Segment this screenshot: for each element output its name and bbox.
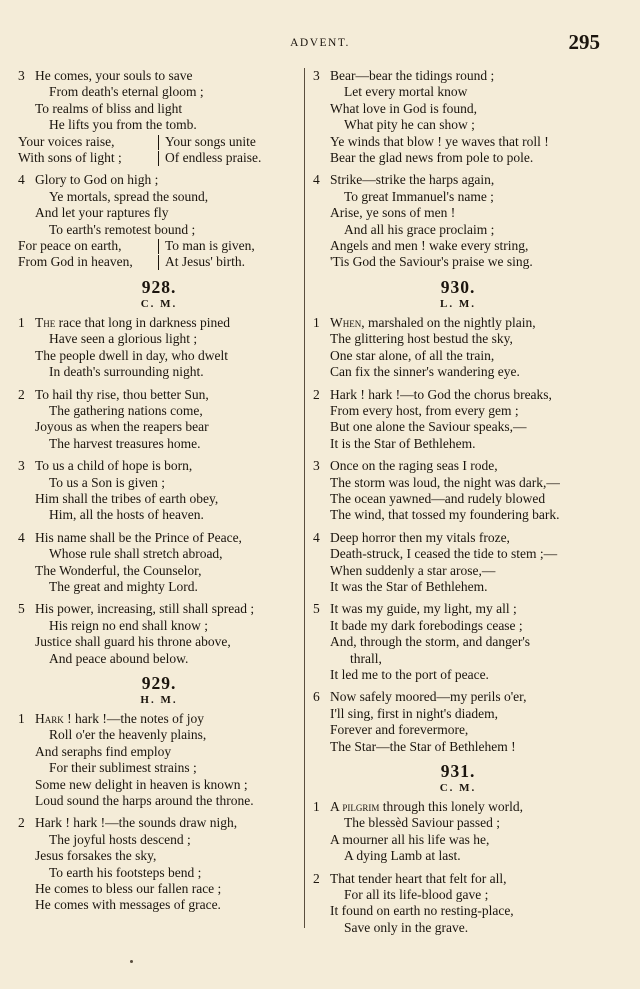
verse-line: What love in God is found, xyxy=(330,100,477,116)
hymn-928-verse-1 xyxy=(18,315,300,381)
brace-divider xyxy=(158,255,159,270)
hymn-meter: C. M. xyxy=(439,782,477,795)
hymn-928-verse-5 xyxy=(18,601,300,667)
brace-divider xyxy=(158,135,159,150)
verse-number: 3 xyxy=(18,458,25,474)
verse-line: He comes with messages of grace. xyxy=(35,897,221,913)
verse-line: For all its life-blood gave ; xyxy=(344,887,489,903)
right-column xyxy=(313,68,603,942)
hymn-929-verse-3 xyxy=(313,68,603,166)
first-word: A pilgrim xyxy=(330,799,380,815)
verse-number: 4 xyxy=(18,529,25,545)
page-number: 295 xyxy=(568,30,600,54)
verse-line: The glittering host bestud the sky, xyxy=(330,331,513,347)
hymn-929-verse-2 xyxy=(18,815,300,913)
verse-line: Jesus forsakes the sky, xyxy=(35,848,157,864)
split-right: At Jesus' birth. xyxy=(165,254,246,270)
verse-line: Loud sound the harps around the throne. xyxy=(35,793,254,809)
verse-line: Angels and men ! wake every string, xyxy=(330,238,529,254)
hymn-number: 931. xyxy=(440,761,476,782)
verse-number: 3 xyxy=(18,68,25,83)
split-line xyxy=(18,134,300,150)
verse-line: The Wonderful, the Counselor, xyxy=(35,562,202,578)
brace-divider xyxy=(158,239,159,254)
verse-line: And seraphs find employ xyxy=(35,743,172,759)
verse-line: Him, all the hosts of heaven. xyxy=(49,507,204,523)
verse-number: 1 xyxy=(313,799,320,815)
split-right: Of endless praise. xyxy=(165,150,262,166)
footer-mark xyxy=(130,960,133,963)
hymn-930-verse-4 xyxy=(313,530,603,596)
verse-line: It is the Star of Bethlehem. xyxy=(330,435,476,451)
verse-line: That tender heart that felt for all, xyxy=(330,870,507,886)
verse-line: Hark ! hark !—to God the chorus breaks, xyxy=(330,386,552,402)
verse-line: Once on the raging seas I rode, xyxy=(330,458,498,474)
verse-line: The harvest treasures home. xyxy=(49,435,201,451)
split-line xyxy=(18,254,300,270)
hymn-930-verse-5 xyxy=(313,601,603,683)
verse-number: 4 xyxy=(313,529,320,545)
verse-number: 2 xyxy=(18,815,25,831)
verse-line: Let every mortal know xyxy=(344,84,468,100)
verse-line: His power, increasing, still shall spread ; xyxy=(35,601,255,617)
verse-line: Save only in the grave. xyxy=(344,919,469,935)
hymn-930-verse-1 xyxy=(313,315,603,381)
left-column xyxy=(18,68,300,920)
verse-line: Ye winds that blow ! ye waves that roll ! xyxy=(330,133,549,149)
verse-line: The great and mighty Lord. xyxy=(49,578,198,594)
first-word: When xyxy=(330,314,362,330)
split-left: From God in heaven, xyxy=(18,254,133,270)
verse-line: Joyous as when the reapers bear xyxy=(35,419,209,435)
verse-line: One star alone, of all the train, xyxy=(330,347,495,363)
verse-line: His reign no end shall know ; xyxy=(49,617,208,633)
verse-line: He comes to bless our fallen race ; xyxy=(35,881,222,897)
verse-line: And, through the storm, and danger's xyxy=(330,634,531,650)
verse-line xyxy=(18,711,300,727)
verse-line: Now safely moored—my perils o'er, xyxy=(330,689,527,705)
verse-line: The wind, that tossed my foundering bark. xyxy=(330,507,560,523)
verse-line: To realms of bliss and light xyxy=(35,100,183,116)
verse-line: From every host, from every gem ; xyxy=(330,402,519,418)
hymn-929-verse-4 xyxy=(313,172,603,270)
verse-line xyxy=(313,315,603,331)
hymn-930-verse-3 xyxy=(313,458,603,524)
verse-number: 2 xyxy=(313,870,320,886)
verse-line: Whose rule shall stretch abroad, xyxy=(49,546,223,562)
hymn-931-verse-2 xyxy=(313,871,603,937)
verse-line: To great Immanuel's name ; xyxy=(344,188,494,204)
verse-line: Some new delight in heaven is known ; xyxy=(35,776,248,792)
split-left: With sons of light ; xyxy=(18,150,122,166)
verse-line: Roll o'er the heavenly plains, xyxy=(49,727,207,743)
first-word: The xyxy=(35,314,56,330)
verse-line: Can fix the sinner's wandering eye. xyxy=(330,364,520,380)
verse-line-rest: through this lonely world, xyxy=(379,799,524,815)
hymn-930-verse-6 xyxy=(313,689,603,755)
verse-line: Justice shall guard his throne above, xyxy=(35,634,231,650)
verse-line: Deep horror then my vitals froze, xyxy=(330,529,510,545)
split-right: To man is given, xyxy=(165,238,255,254)
verse-line: Strike—strike the harps again, xyxy=(330,172,495,188)
column-divider xyxy=(304,68,305,928)
verse-line: The ocean yawned—and rudely blowed xyxy=(330,490,546,506)
page-header xyxy=(0,30,640,56)
hymn-928-verse-3 xyxy=(18,458,300,524)
verse-line: When suddenly a star arose,— xyxy=(330,562,496,578)
brace-divider xyxy=(158,151,159,166)
verse-number: 1 xyxy=(313,314,320,330)
verse-number: 1 xyxy=(18,711,25,726)
verse-line: The gathering nations come, xyxy=(49,402,203,418)
verse-line: Bear the glad news from pole to pole. xyxy=(330,150,534,166)
verse-line: What pity he can show ; xyxy=(344,117,475,133)
verse-line: Forever and forevermore, xyxy=(330,722,469,738)
verse-line: To earth his footsteps bend ; xyxy=(49,864,202,880)
verse-line: And let your raptures fly xyxy=(35,205,169,221)
verse-line: His name shall be the Prince of Peace, xyxy=(35,529,242,545)
verse-number: 4 xyxy=(18,172,25,188)
verse-line: The blessèd Saviour passed ; xyxy=(344,815,500,831)
hymn-928-verse-4 xyxy=(18,530,300,596)
verse-line: For their sublimest strains ; xyxy=(49,760,197,776)
split-line xyxy=(18,150,300,166)
verse-line: From death's eternal gloom ; xyxy=(49,84,204,100)
hymn-meter: C. M. xyxy=(140,297,178,310)
split-line xyxy=(18,238,300,254)
verse-number: 5 xyxy=(313,601,320,617)
verse-line: 'Tis God the Saviour's praise we sing. xyxy=(330,254,533,270)
hymn-meter: H. M. xyxy=(140,694,178,706)
verse-line: Hark ! hark !—the sounds draw nigh, xyxy=(35,815,238,831)
verse-line xyxy=(18,315,300,331)
hymn-931-verse-1 xyxy=(313,799,603,865)
verse-number: 5 xyxy=(18,601,25,617)
verse-line: It found on earth no resting-place, xyxy=(330,903,514,919)
verse-line: In death's surrounding night. xyxy=(49,364,204,380)
verse-line: To us a child of hope is born, xyxy=(35,458,193,474)
verse-number: 3 xyxy=(313,68,320,83)
verse-line: Ye mortals, spread the sound, xyxy=(49,188,209,204)
verse-number: 4 xyxy=(313,172,320,188)
verse-line: Glory to God on high ; xyxy=(35,172,159,188)
verse-line: To hail thy rise, thou better Sun, xyxy=(35,386,209,402)
hymn-meter: L. M. xyxy=(440,297,476,310)
verse-line: And all his grace proclaim ; xyxy=(344,221,495,237)
verse-line: The Star—the Star of Bethlehem ! xyxy=(330,738,516,754)
verse-line: A mourner all his life was he, xyxy=(330,831,490,847)
verse-line: But one alone the Saviour speaks,— xyxy=(330,419,527,435)
verse-number: 3 xyxy=(313,458,320,474)
verse-line: The storm was loud, the night was dark,— xyxy=(330,474,560,490)
hymn-927-verse-3 xyxy=(18,68,300,166)
hymn-928-verse-2 xyxy=(18,387,300,453)
verse-line: Him shall the tribes of earth obey, xyxy=(35,490,219,506)
hymn-929-verse-1 xyxy=(18,711,300,809)
verse-number: 2 xyxy=(18,386,25,402)
verse-line: It was the Star of Bethlehem. xyxy=(330,578,488,594)
first-word: Hark xyxy=(35,711,64,726)
hymn-930-verse-2 xyxy=(313,387,603,453)
verse-line: A dying Lamb at last. xyxy=(344,848,461,864)
running-title: ADVENT. xyxy=(290,37,350,49)
hymn-number: 930. xyxy=(440,276,476,297)
verse-line: thrall, xyxy=(350,650,382,666)
verse-line: Bear—bear the tidings round ; xyxy=(330,68,495,83)
verse-line: I'll sing, first in night's diadem, xyxy=(330,705,498,721)
verse-line: Arise, ye sons of men ! xyxy=(330,205,456,221)
verse-line: He lifts you from the tomb. xyxy=(49,117,197,133)
verse-line-rest: race that long in darkness pined xyxy=(55,314,230,330)
verse-line xyxy=(313,799,603,815)
verse-line: Death-struck, I ceased the tide to stem ;— xyxy=(330,546,558,562)
verse-line: He comes, your souls to save xyxy=(35,68,193,83)
verse-number: 6 xyxy=(313,689,320,705)
verse-number: 1 xyxy=(18,314,25,330)
hymn-number: 928. xyxy=(141,276,177,297)
verse-line: To us a Son is given ; xyxy=(49,474,166,490)
verse-line: And peace abound below. xyxy=(49,650,189,666)
verse-line-rest: ! hark !—the notes of joy xyxy=(63,711,204,726)
hymn-number: 929. xyxy=(141,673,177,693)
verse-line: To earth's remotest bound ; xyxy=(49,221,196,237)
verse-line: It led me to the port of peace. xyxy=(330,667,489,682)
verse-line-rest: , marshaled on the nightly plain, xyxy=(361,314,536,330)
split-left: Your voices raise, xyxy=(18,133,115,149)
verse-line: Have seen a glorious light ; xyxy=(49,331,198,347)
verse-number: 2 xyxy=(313,386,320,402)
verse-line: It was my guide, my light, my all ; xyxy=(330,601,517,617)
split-left: For peace on earth, xyxy=(18,238,122,254)
split-right: Your songs unite xyxy=(165,133,256,149)
verse-line: The people dwell in day, who dwelt xyxy=(35,347,228,363)
verse-line: The joyful hosts descend ; xyxy=(49,831,191,847)
hymn-927-verse-4 xyxy=(18,172,300,270)
verse-line: It bade my dark forebodings cease ; xyxy=(330,617,523,633)
